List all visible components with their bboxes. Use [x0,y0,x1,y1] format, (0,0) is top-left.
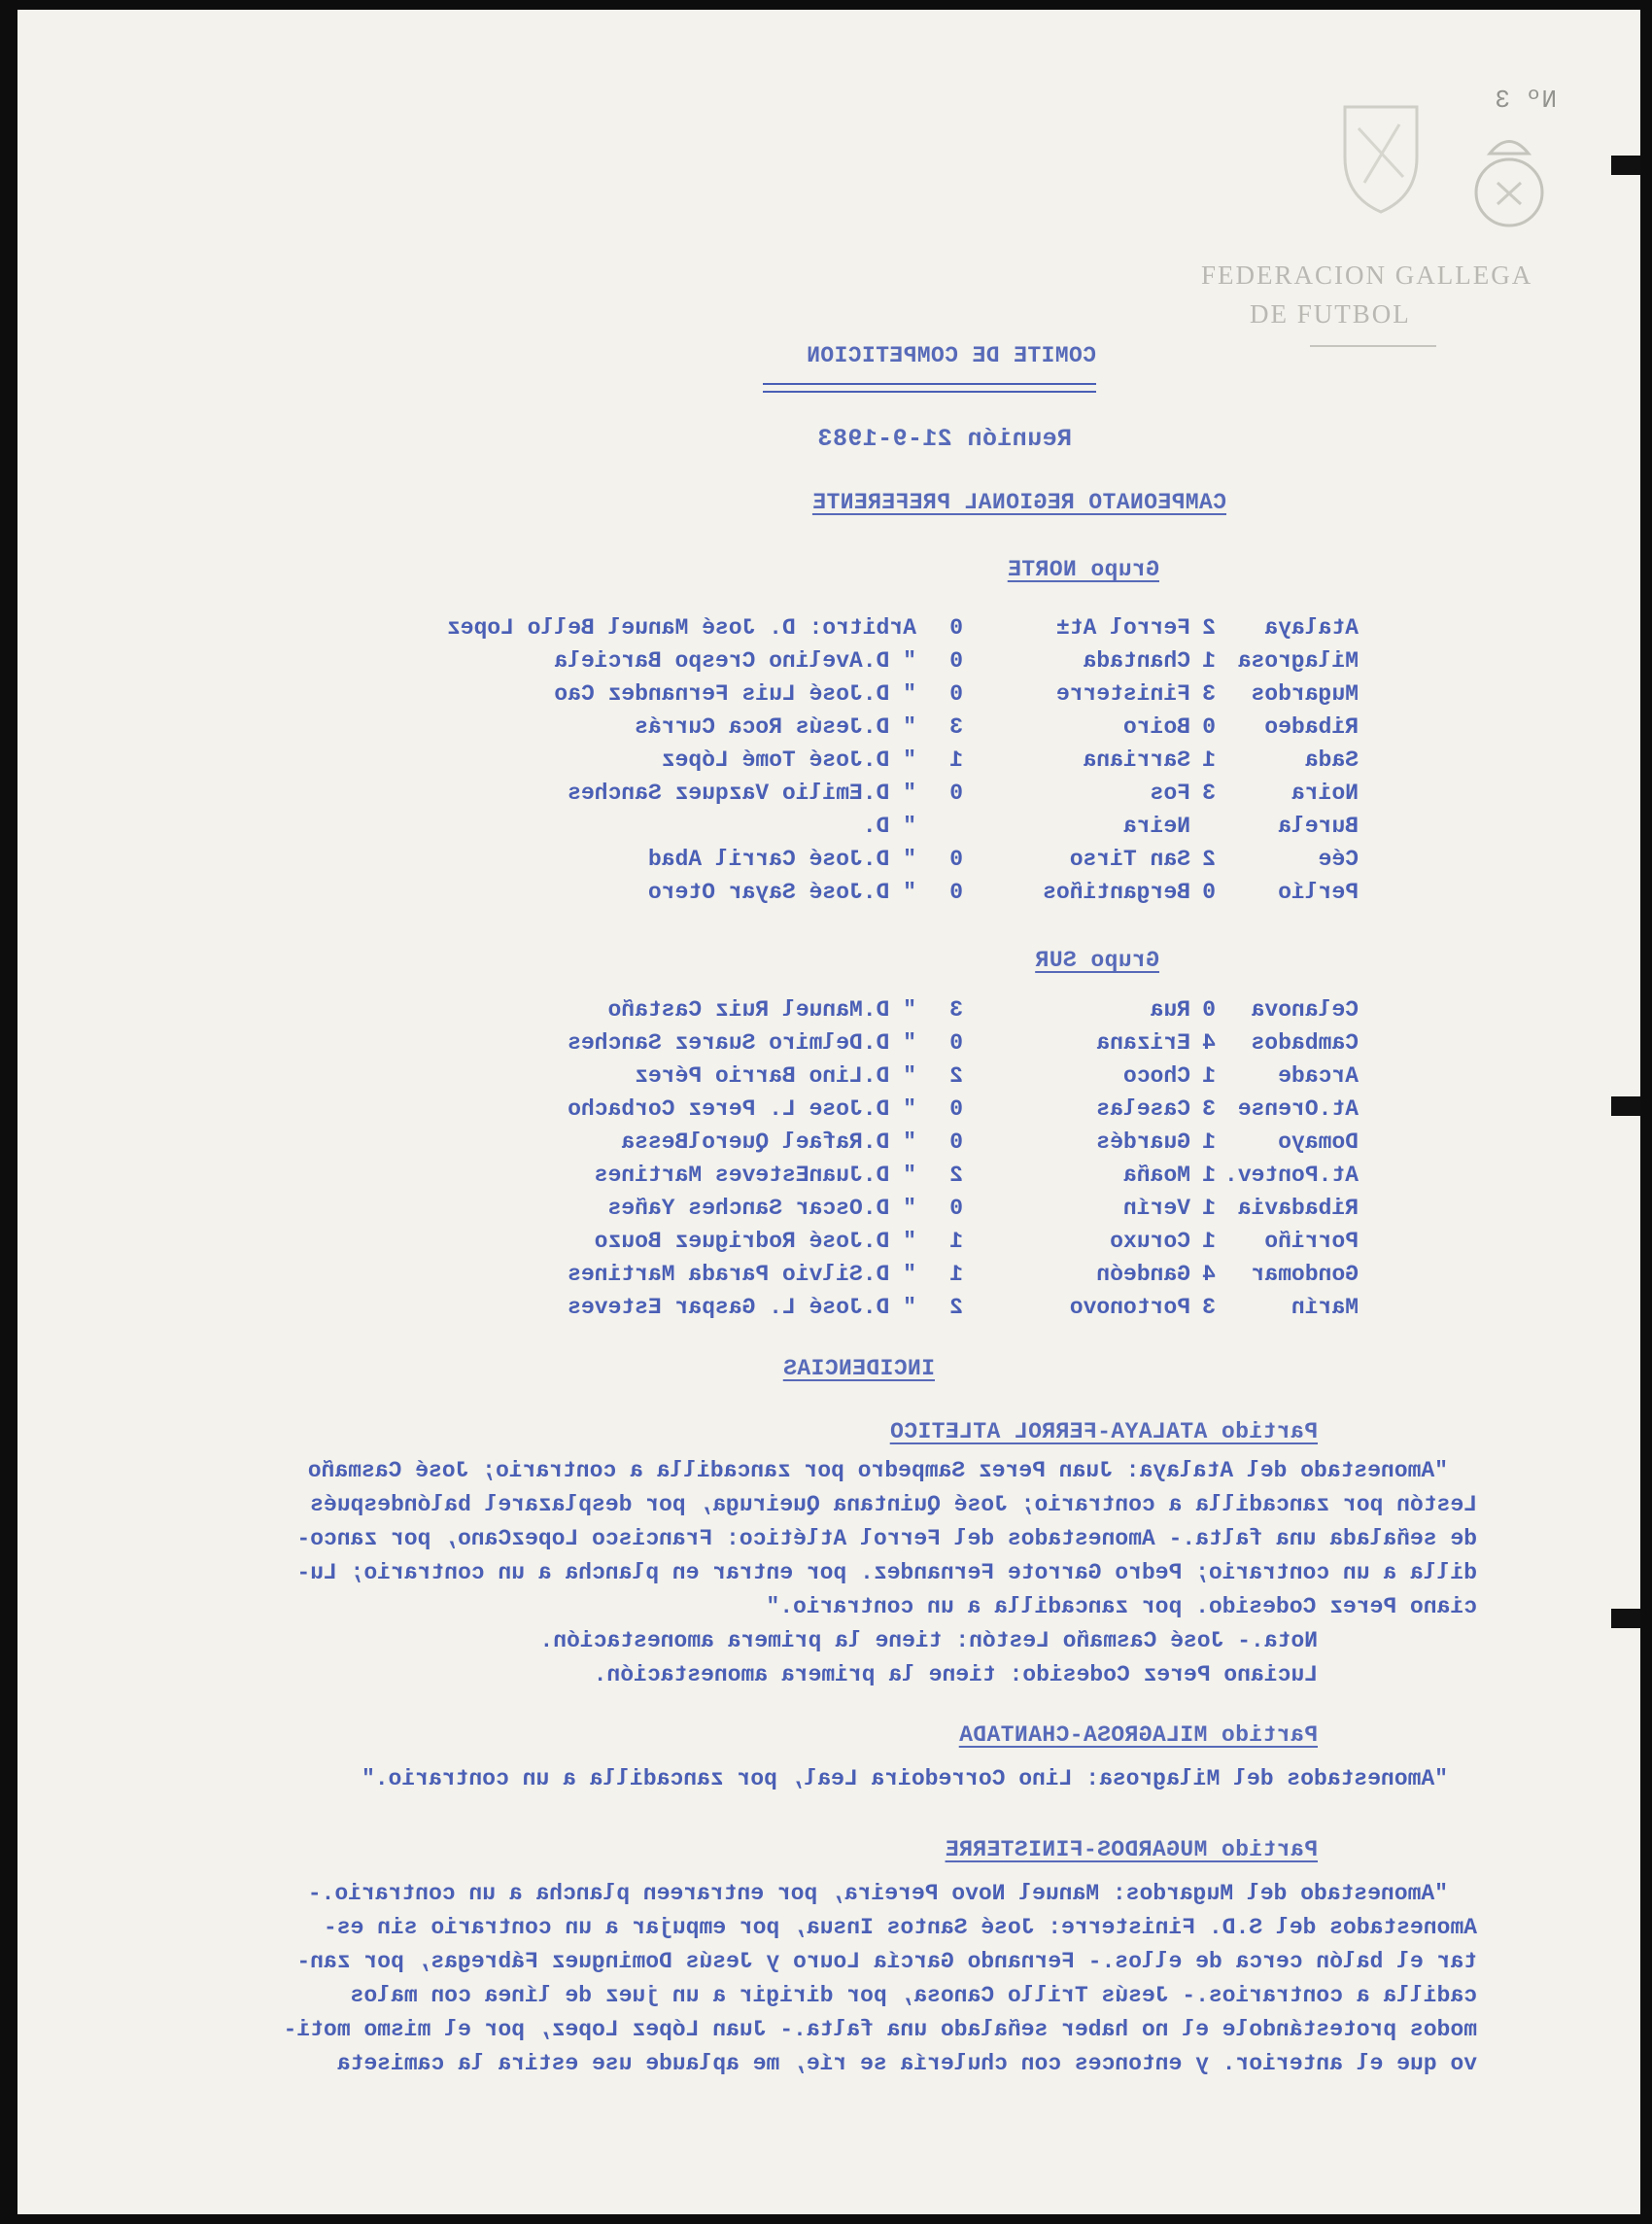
match-ref: " D.Jose L. Perez Corbacho [568,1096,916,1122]
match-as: 2 [949,1063,963,1089]
match-hs: 0 [1202,714,1216,740]
match-ref: " D.Avelino Crespo Barciela [554,648,916,674]
match-row [17,648,1640,681]
match-hs: 1 [1202,1063,1216,1089]
match-ref: Arbitro: D. José Manuel Bello Lopez [446,615,916,641]
incident-line: tar el balón cerca de ellos.- Fernando García Louro y Jesús Dominguez Fábregas, por zan- [296,1949,1477,1974]
match-away: Gandeón [1096,1262,1190,1287]
match-home: Perlío [1278,880,1359,905]
committee-heading: COMITE DE COMPETICION [806,343,1096,368]
incident-line: Lestón por zancadilla a contrario; José Quintana Queiruga, por desplazarel balóndespués [310,1492,1477,1517]
match-row [17,714,1640,747]
match-as: 3 [949,714,963,740]
match-ref: " D.JuanEsteves Martines [594,1163,916,1188]
match-row [17,747,1640,781]
match-away: Guardés [1096,1129,1190,1155]
match-away: Moaña [1122,1163,1190,1188]
match-row [17,1096,1640,1129]
binder-tab [1611,1096,1640,1116]
match-home: Porriño [1264,1229,1359,1254]
match-ref: " D.Delmiro Suarez Sanches [568,1030,916,1056]
match-ref: " D.José Luis Fernandez Cao [554,681,916,707]
match-row [17,1163,1640,1196]
match-ref: " D.José Sayar Otero [647,880,916,905]
incident-line: Nota.- José Casmaño Lestón: tiene la primera amonestación. [539,1628,1318,1653]
match-hs: 3 [1202,781,1216,806]
match-row [17,997,1640,1030]
group-north-title: Grupo NORTE [1007,557,1159,582]
match-as: 0 [949,1129,963,1155]
match-away: Verín [1122,1196,1190,1221]
match-away: Neira [1122,814,1190,839]
match-away: Bergantiños [1043,880,1190,905]
match-away: Ferrol At± [1055,615,1190,641]
match-row [17,1030,1640,1063]
incident-line: dilla a un contrario; Pedro Garrote Fernandez. por entrar en plancha a un contrario; Lu- [296,1560,1477,1585]
match-ref: " D.José L. Gaspar Esteves [568,1295,916,1320]
match-ref: " D.Emilio Vazquez Sanches [568,781,916,806]
match-home: Sada [1304,747,1359,773]
meeting-date: Reunión 21-9-1983 [817,425,1072,453]
match-away: Sarriana [1083,747,1190,773]
document-page [17,10,1640,2214]
match-ref: " D.Lino Barrio Pérez [635,1063,916,1089]
match-ref: " D.José Carril Abad [647,847,916,872]
page-number: Nº 3 [1495,86,1558,115]
heading-double-rule-2 [763,391,1096,393]
match-away: Caselas [1096,1096,1190,1122]
match-ref: " D.Silvio Parada Martines [568,1262,916,1287]
match-hs: 1 [1202,1229,1216,1254]
match-as: 0 [949,781,963,806]
championship-title: CAMPEONATO REGIONAL PREFERENTE [811,490,1226,515]
match-home: Gondomar [1251,1262,1359,1287]
match-row [17,847,1640,880]
match-home: Arcade [1278,1063,1359,1089]
match-ref: " D.Rafael QuerolBessa [621,1129,916,1155]
match-row [17,615,1640,648]
match-ref: " D.Jesús Roca Currás [635,714,916,740]
match-hs: 1 [1202,1196,1216,1221]
match-home: Milagrosa [1237,648,1359,674]
match-away: Erizana [1096,1030,1190,1056]
match-ref: " D.Manuel Ruiz Castaño [607,997,916,1023]
incident-3-title: Partido MUGARDOS-FINISTERRE [945,1837,1318,1862]
match-ref: " D.José Rodriguez Bouzo [594,1229,916,1254]
match-ref: " D. [862,814,916,839]
match-away: San Tirso [1069,847,1190,872]
incident-1-title: Partido ATALAYA-FERROL ATLETICO [889,1419,1318,1444]
match-hs: 0 [1202,880,1216,905]
letterhead-line-1: FEDERACION GALLEGA [1201,261,1533,290]
incident-line: Amonestados del S.D. Finisterre: José Santos Insua, por empujar a un contrario sin es- [324,1915,1477,1940]
letterhead-line-2: DE FUTBOL [1250,299,1411,329]
match-hs: 1 [1202,747,1216,773]
match-as: 2 [949,1295,963,1320]
match-row [17,1196,1640,1229]
match-as: 0 [949,847,963,872]
match-hs: 3 [1202,1096,1216,1122]
match-home: Mugardos [1251,681,1359,707]
match-as: 0 [949,1030,963,1056]
match-hs: 1 [1202,648,1216,674]
match-home: Cambados [1251,1030,1359,1056]
match-home: At.Orense [1237,1096,1359,1122]
match-ref: " D.Oscar Sanches Yañes [607,1196,916,1221]
match-hs: 1 [1202,1163,1216,1188]
match-as: 0 [949,1196,963,1221]
match-home: Atalaya [1264,615,1359,641]
match-home: Noira [1291,781,1359,806]
match-as: 1 [949,1262,963,1287]
match-home: Marín [1291,1295,1359,1320]
match-home: Ribadeo [1264,714,1359,740]
incident-line: cadilla a contrarios.- Jesús Trillo Canosa, por dirigir a un juez de línea con malos [350,1983,1477,2008]
match-as: 0 [949,880,963,905]
incidents-heading: INCIDENCIAS [782,1356,935,1381]
match-home: Cée [1318,847,1359,872]
match-ref: " D.José Tomé López [661,747,916,773]
match-row [17,1063,1640,1096]
match-home: At.Pontev. [1223,1163,1359,1188]
binder-tab [1611,156,1640,175]
match-as: 1 [949,1229,963,1254]
match-row [17,1262,1640,1295]
incident-2-title: Partido MILAGROSA-CHANTADA [958,1722,1318,1748]
match-hs: 3 [1202,1295,1216,1320]
heading-double-rule [763,383,1096,385]
match-row [17,1295,1640,1328]
match-row [17,1229,1640,1262]
match-hs: 0 [1202,997,1216,1023]
match-hs: 1 [1202,1129,1216,1155]
match-away: Rua [1150,997,1190,1023]
match-hs: 4 [1202,1030,1216,1056]
incident-line: ciano Perez Codesido. por zancadilla a un contrario." [766,1594,1477,1619]
binder-tab [1611,1609,1640,1628]
incident-line: de señalada una falta.- Amonestados del Ferrol Atlético: Francisco LopezCano, por zanco- [296,1526,1477,1551]
match-row [17,681,1640,714]
match-hs: 3 [1202,681,1216,707]
match-hs: 4 [1202,1262,1216,1287]
match-as: 0 [949,615,963,641]
crest-stamp-icon [1470,124,1548,231]
match-row [17,781,1640,814]
match-as: 2 [949,1163,963,1188]
match-as: 0 [949,681,963,707]
incident-line: modos protestándole el no haber señalado una falta.- Juan López Lopez, por el mismo moti- [283,2017,1477,2042]
match-home: Ribadavia [1237,1196,1359,1221]
match-as: 0 [949,1096,963,1122]
incident-line: "Amonestado del Mugardos: Manuel Novo Pereira, por entrareen plancha a un contrario.- [307,1881,1448,1906]
match-row [17,1129,1640,1163]
match-away: Coruxo [1110,1229,1190,1254]
match-away: Boiro [1122,714,1190,740]
match-as: 3 [949,997,963,1023]
match-away: Choco [1122,1063,1190,1089]
match-away: Chantada [1083,648,1190,674]
match-as: 0 [949,648,963,674]
match-away: Fos [1150,781,1190,806]
mirrored-typed-content [17,10,1640,2214]
incident-line: "Amonestado del Atalaya: Juan Perez Sampedro por zancadilla a contrario; José Casmaño [307,1458,1448,1483]
match-away: Finisterre [1055,681,1190,707]
match-home: Domayo [1278,1129,1359,1155]
incident-line: Luciano Perez Codesido: tiene la primera amonestación. [593,1662,1318,1687]
incident-line: "Amonestados del Milagrosa: Lino Corredoira Leal, por zancadilla a un contrario." [361,1766,1448,1791]
match-row [17,814,1640,847]
match-home: Burela [1278,814,1359,839]
match-as: 1 [949,747,963,773]
incident-line: vo que el anterior. y entonces con chulería se ríe, me aplaude use estira la camiseta [336,2051,1477,2076]
match-row [17,880,1640,913]
match-home: Celanova [1251,997,1359,1023]
match-hs: 2 [1202,615,1216,641]
match-away: Portonovo [1069,1295,1190,1320]
match-hs: 2 [1202,847,1216,872]
group-south-title: Grupo SUR [1035,948,1159,973]
